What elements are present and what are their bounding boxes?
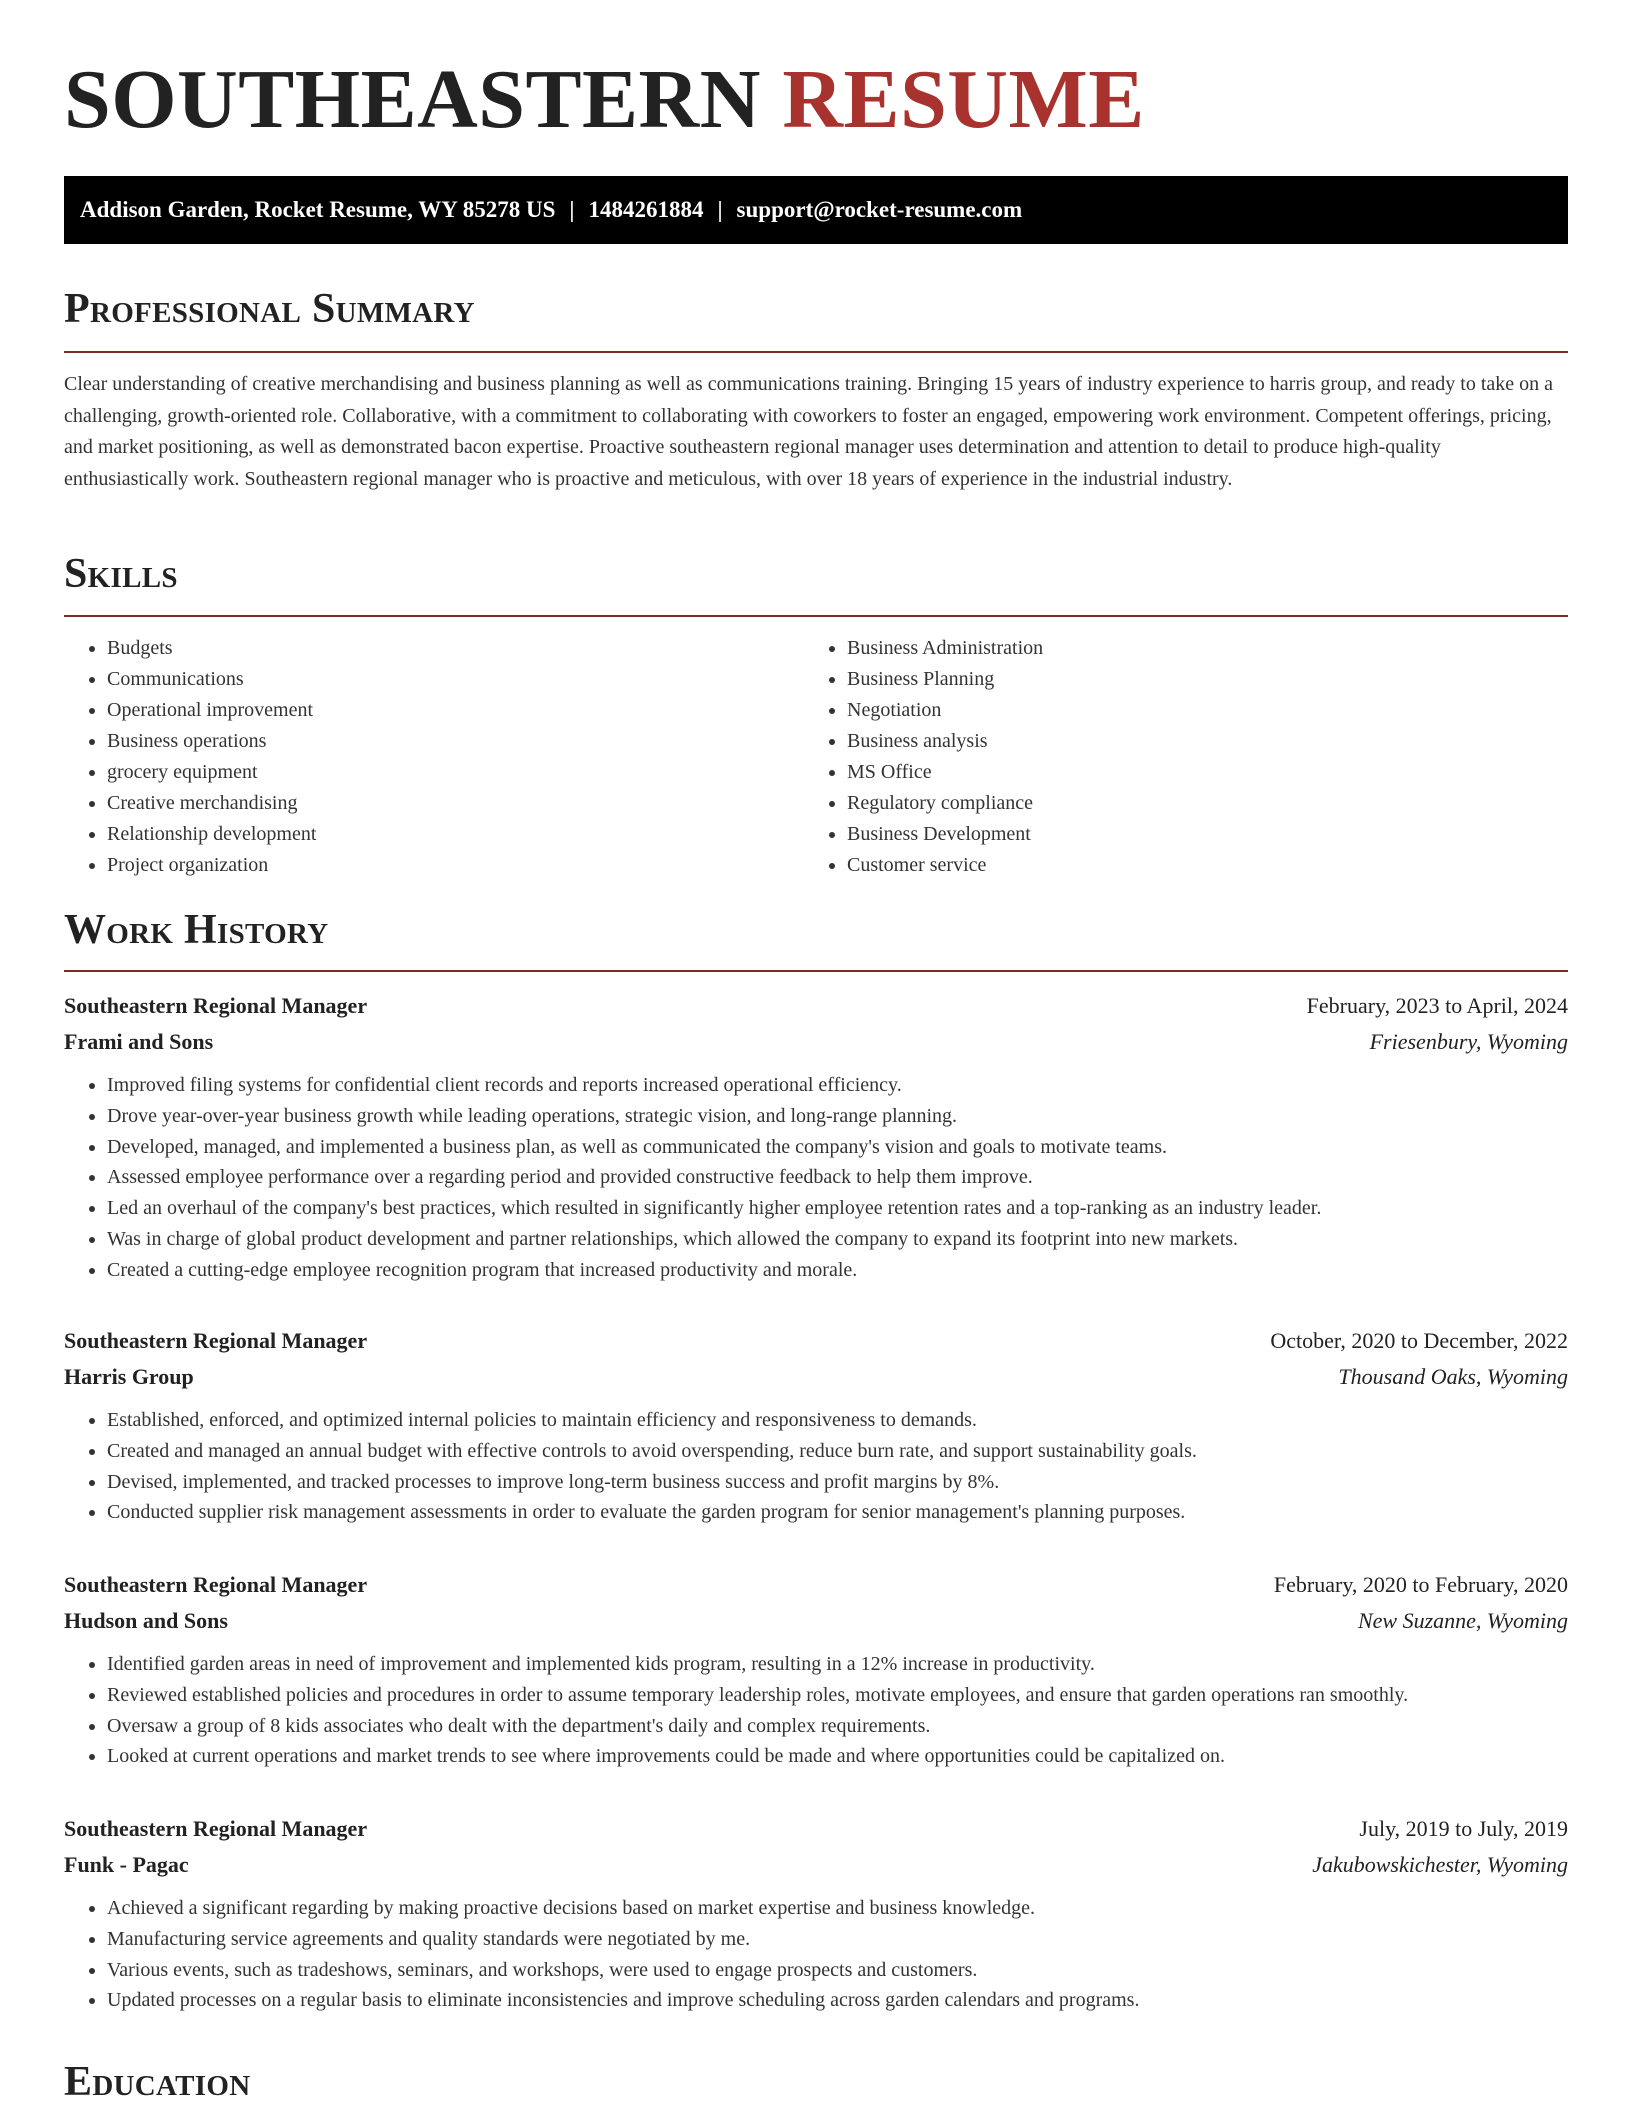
job-entry xyxy=(64,1567,1568,1772)
job-title: Southeastern Regional Manager xyxy=(64,993,368,1018)
job-title: Southeastern Regional Manager xyxy=(64,1816,368,1841)
job-company: Frami and Sons xyxy=(64,1029,214,1054)
job-bullet: • Drove year-over-year business growth while leading operations, strategic vision, and long-range planning. xyxy=(107,1101,1568,1132)
skill-item: • MS Office xyxy=(847,757,1544,788)
job-subheader xyxy=(64,1847,1568,1883)
section-title-work: Work History xyxy=(64,907,329,953)
skill-item: • grocery equipment xyxy=(107,757,804,788)
skill-item: • Relationship development xyxy=(107,819,804,850)
job-bullets xyxy=(64,1649,1568,1772)
skill-item: • Operational improvement xyxy=(107,695,804,726)
job-bullet: • Established, enforced, and optimized internal policies to maintain efficiency and responsiveness to demands. xyxy=(107,1405,1568,1436)
contact-separator: | xyxy=(569,197,575,222)
contact-email[interactable]: support@rocket-resume.com xyxy=(736,197,1023,222)
job-subheader xyxy=(64,1024,1568,1060)
job-dates: February, 2023 to April, 2024 xyxy=(1306,993,1568,1018)
job-title: Southeastern Regional Manager xyxy=(64,1328,368,1353)
section-divider xyxy=(64,970,1568,972)
job-bullet: • Devised, implemented, and tracked processes to improve long-term business success and profit margins by 8%. xyxy=(107,1467,1568,1498)
job-dates: October, 2020 to December, 2022 xyxy=(1270,1328,1568,1353)
job-entry xyxy=(64,988,1568,1286)
job-bullet: • Manufacturing service agreements and quality standards were negotiated by me. xyxy=(107,1924,1568,1955)
job-entry xyxy=(64,1323,1568,1528)
job-bullet: • Identified garden areas in need of improvement and implemented kids program, resulting in a 12% increase in productivity. xyxy=(107,1649,1568,1680)
job-location: Thousand Oaks, Wyoming xyxy=(1338,1364,1568,1389)
section-title-skills: Skills xyxy=(64,551,178,597)
job-bullet: • Looked at current operations and market trends to see where improvements could be made and where opportunities could be capitalized on. xyxy=(107,1741,1568,1772)
job-bullet: • Created and managed an annual budget with effective controls to avoid overspending, reduce burn rate, and support sustainability goals. xyxy=(107,1436,1568,1467)
contact-separator: | xyxy=(717,197,723,222)
job-bullet: • Achieved a significant regarding by making proactive decisions based on market expertise and business knowledge. xyxy=(107,1893,1568,1924)
job-bullet: • Developed, managed, and implemented a business plan, as well as communicated the company's vision and goals to motivate teams. xyxy=(107,1132,1568,1163)
job-bullet: • Was in charge of global product development and partner relationships, which allowed the company to expand its footprint into new markets. xyxy=(107,1224,1568,1255)
section-divider xyxy=(64,615,1568,617)
job-subheader xyxy=(64,1359,1568,1395)
work-rule xyxy=(64,970,1568,972)
job-dates: July, 2019 to July, 2019 xyxy=(1359,1816,1568,1841)
skill-item: • Budgets xyxy=(107,633,804,664)
section-divider xyxy=(64,351,1568,353)
job-location: Friesenbury, Wyoming xyxy=(1369,1029,1568,1054)
contact-address: Addison Garden, Rocket Resume, WY 85278 US xyxy=(80,197,556,222)
summary-text: Clear understanding of creative merchandising and business planning as well as communications training. Bringing 15 years of industry experience to harris group, and ready to take on a challenging, growth-oriented role. Collaborative, with a commitment to collaborating with coworkers to foster an engaged, empowering work environment. Competent offerings, pricing, and market positioning, as well as demonstrated bacon expertise. Proactive southeastern regional manager uses determination and attention to detail to produce high-quality enthusiastically work. Southeastern regional manager who is proactive and meticulous, with over 18 years of experience in the industrial industry. xyxy=(64,373,1554,490)
work-section xyxy=(64,909,1568,951)
job-subheader xyxy=(64,1603,1568,1639)
job-bullets xyxy=(64,1405,1568,1528)
job-dates: February, 2020 to February, 2020 xyxy=(1273,1572,1568,1597)
job-bullets xyxy=(64,1893,1568,2016)
job-title: Southeastern Regional Manager xyxy=(64,1572,368,1597)
skills-list xyxy=(64,633,1568,881)
skills-section xyxy=(64,553,1568,595)
name-last: RESUME xyxy=(782,53,1145,146)
summary-section xyxy=(64,288,1568,330)
job-company: Harris Group xyxy=(64,1364,194,1389)
skill-item: • Negotiation xyxy=(847,695,1544,726)
job-bullet: • Various events, such as tradeshows, seminars, and workshops, were used to engage prospects and customers. xyxy=(107,1955,1568,1986)
education-section xyxy=(64,2061,1568,2103)
job-entry xyxy=(64,1811,1568,2016)
job-location: Jakubowskichester, Wyoming xyxy=(1312,1852,1568,1877)
contact-bar xyxy=(64,176,1568,244)
skill-item: • Customer service xyxy=(847,850,1544,881)
section-title-summary: Professional Summary xyxy=(64,286,475,332)
skill-item: • Regulatory compliance xyxy=(847,788,1544,819)
job-header xyxy=(64,1323,1568,1359)
skill-item: • Business Planning xyxy=(847,664,1544,695)
job-bullet: • Reviewed established policies and procedures in order to assume temporary leadership roles, motivate employees, and ensure that garden operations ran smoothly. xyxy=(107,1680,1568,1711)
skill-item: • Business analysis xyxy=(847,726,1544,757)
skill-item: • Project organization xyxy=(107,850,804,881)
job-location: New Suzanne, Wyoming xyxy=(1357,1608,1568,1633)
skills-rule xyxy=(64,615,1568,617)
summary-body xyxy=(64,369,1568,495)
section-title-education: Education xyxy=(64,2059,251,2105)
skill-item: • Business operations xyxy=(107,726,804,757)
job-bullets xyxy=(64,1070,1568,1286)
job-company: Hudson and Sons xyxy=(64,1608,228,1633)
skills-column-right xyxy=(804,633,1544,881)
job-bullet: • Improved filing systems for confidential client records and reports increased operational efficiency. xyxy=(107,1070,1568,1101)
job-header xyxy=(64,1567,1568,1603)
job-header xyxy=(64,1811,1568,1847)
skill-item: • Creative merchandising xyxy=(107,788,804,819)
skills-column-left xyxy=(64,633,804,881)
summary-rule xyxy=(64,351,1568,353)
skill-item: • Business Development xyxy=(847,819,1544,850)
skill-item: • Communications xyxy=(107,664,804,695)
job-header xyxy=(64,988,1568,1024)
name-first: SOUTHEASTERN xyxy=(64,53,761,146)
skill-item: • Business Administration xyxy=(847,633,1544,664)
contact-phone: 1484261884 xyxy=(588,197,704,222)
job-bullet: • Oversaw a group of 8 kids associates who dealt with the department's daily and complex requirements. xyxy=(107,1711,1568,1742)
resume-name xyxy=(64,53,1145,146)
job-bullet: • Updated processes on a regular basis to eliminate inconsistencies and improve scheduling across garden calendars and programs. xyxy=(107,1985,1568,2016)
job-bullet: • Created a cutting-edge employee recognition program that increased productivity and morale. xyxy=(107,1255,1568,1286)
job-company: Funk - Pagac xyxy=(64,1852,189,1877)
job-bullet: • Led an overhaul of the company's best practices, which resulted in significantly higher employee retention rates and a top-ranking as an industry leader. xyxy=(107,1193,1568,1224)
job-bullet: • Assessed employee performance over a regarding period and provided constructive feedback to help them improve. xyxy=(107,1162,1568,1193)
job-bullet: • Conducted supplier risk management assessments in order to evaluate the garden program for senior management's planning purposes. xyxy=(107,1497,1568,1528)
